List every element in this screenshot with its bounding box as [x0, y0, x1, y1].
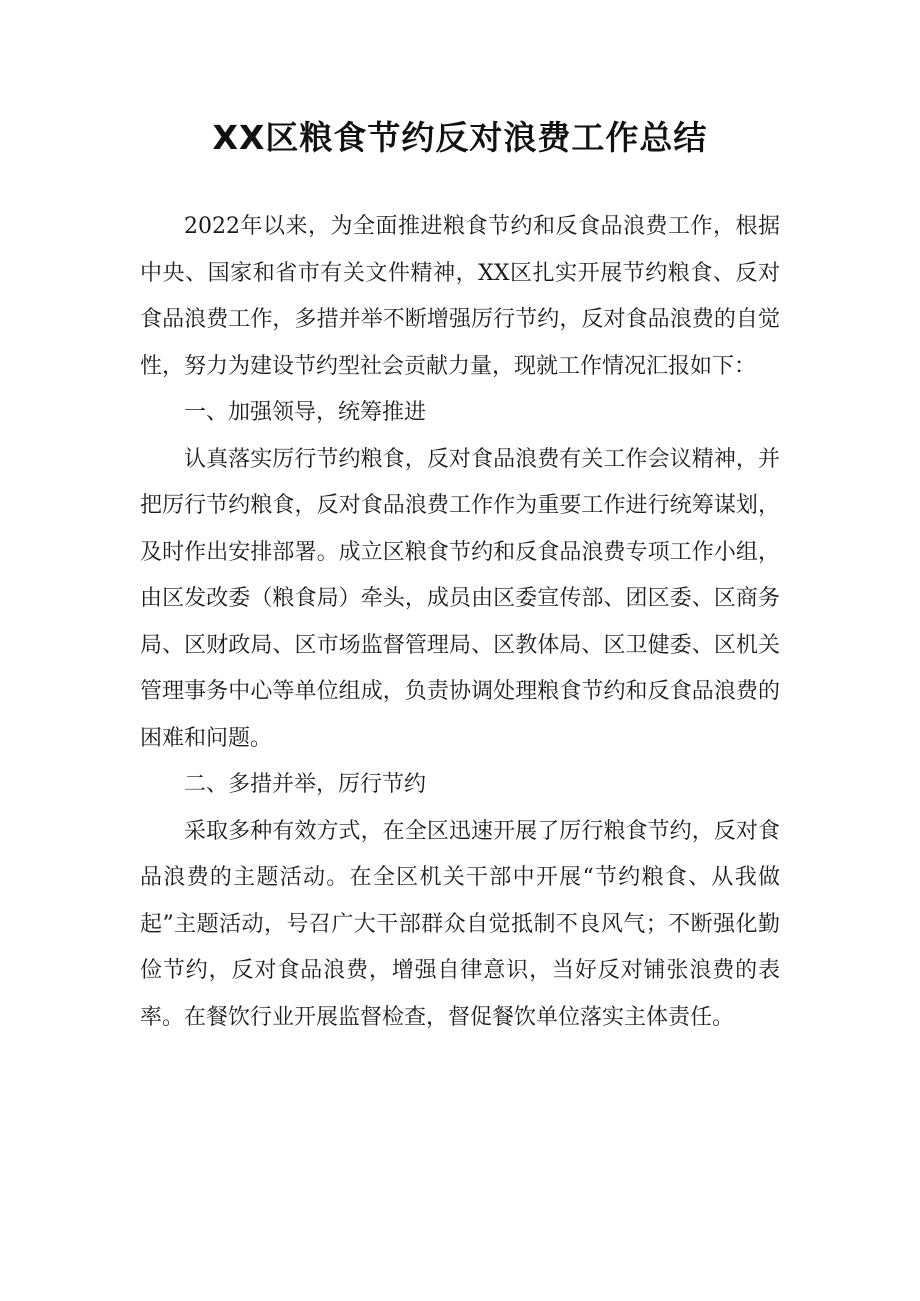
section-1-paragraph: 认真落实厉行节约粮食，反对食品浪费有关工作会议精神，并把厉行节约粮食，反对食品浪费工作作为重要工作进行统筹谋划，及时作出安排部署。成立区粮食节约和反食品浪费专项工作小组，由区发改委（粮食局）牵头，成员由区委宣传部、团区委、区商务局、区财政局、区市场监督管理局、区教体局、区卫健委、区机关管理事务中心等单位组成，负责协调处理粮食节约和反食品浪费的困难和问题。: [140, 446, 780, 751]
document-body: [140, 204, 780, 1041]
section-2-paragraph: 采取多种有效方式，在全区迅速开展了厉行粮食节约，反对食品浪费的主题活动。在全区机关干部中开展“节约粮食、从我做起”主题活动，号召广大干部群众自觉抵制不良风气；不断强化勤俭节约，反对食品浪费，增强自律意识，当好反对铺张浪费的表率。在餐饮行业开展监督检查，督促餐饮单位落实主体责任。: [140, 818, 780, 1030]
section-heading-2: 二、多措并举，厉行节约: [184, 772, 427, 797]
intro-paragraph: 2022年以来，为全面推进粮食节约和反食品浪费工作，根据中央、国家和省市有关文件精神，XX区扎实开展节约粮食、反对食品浪费工作，多措并举不断增强厉行节约，反对食品浪费的自觉性，努力为建设节约型社会贡献力量，现就工作情况汇报如下：: [140, 214, 780, 379]
document-title: XX区粮食节约反对浪费工作总结: [212, 118, 708, 157]
section-heading-1: 一、加强领导，统筹推进: [184, 400, 427, 425]
